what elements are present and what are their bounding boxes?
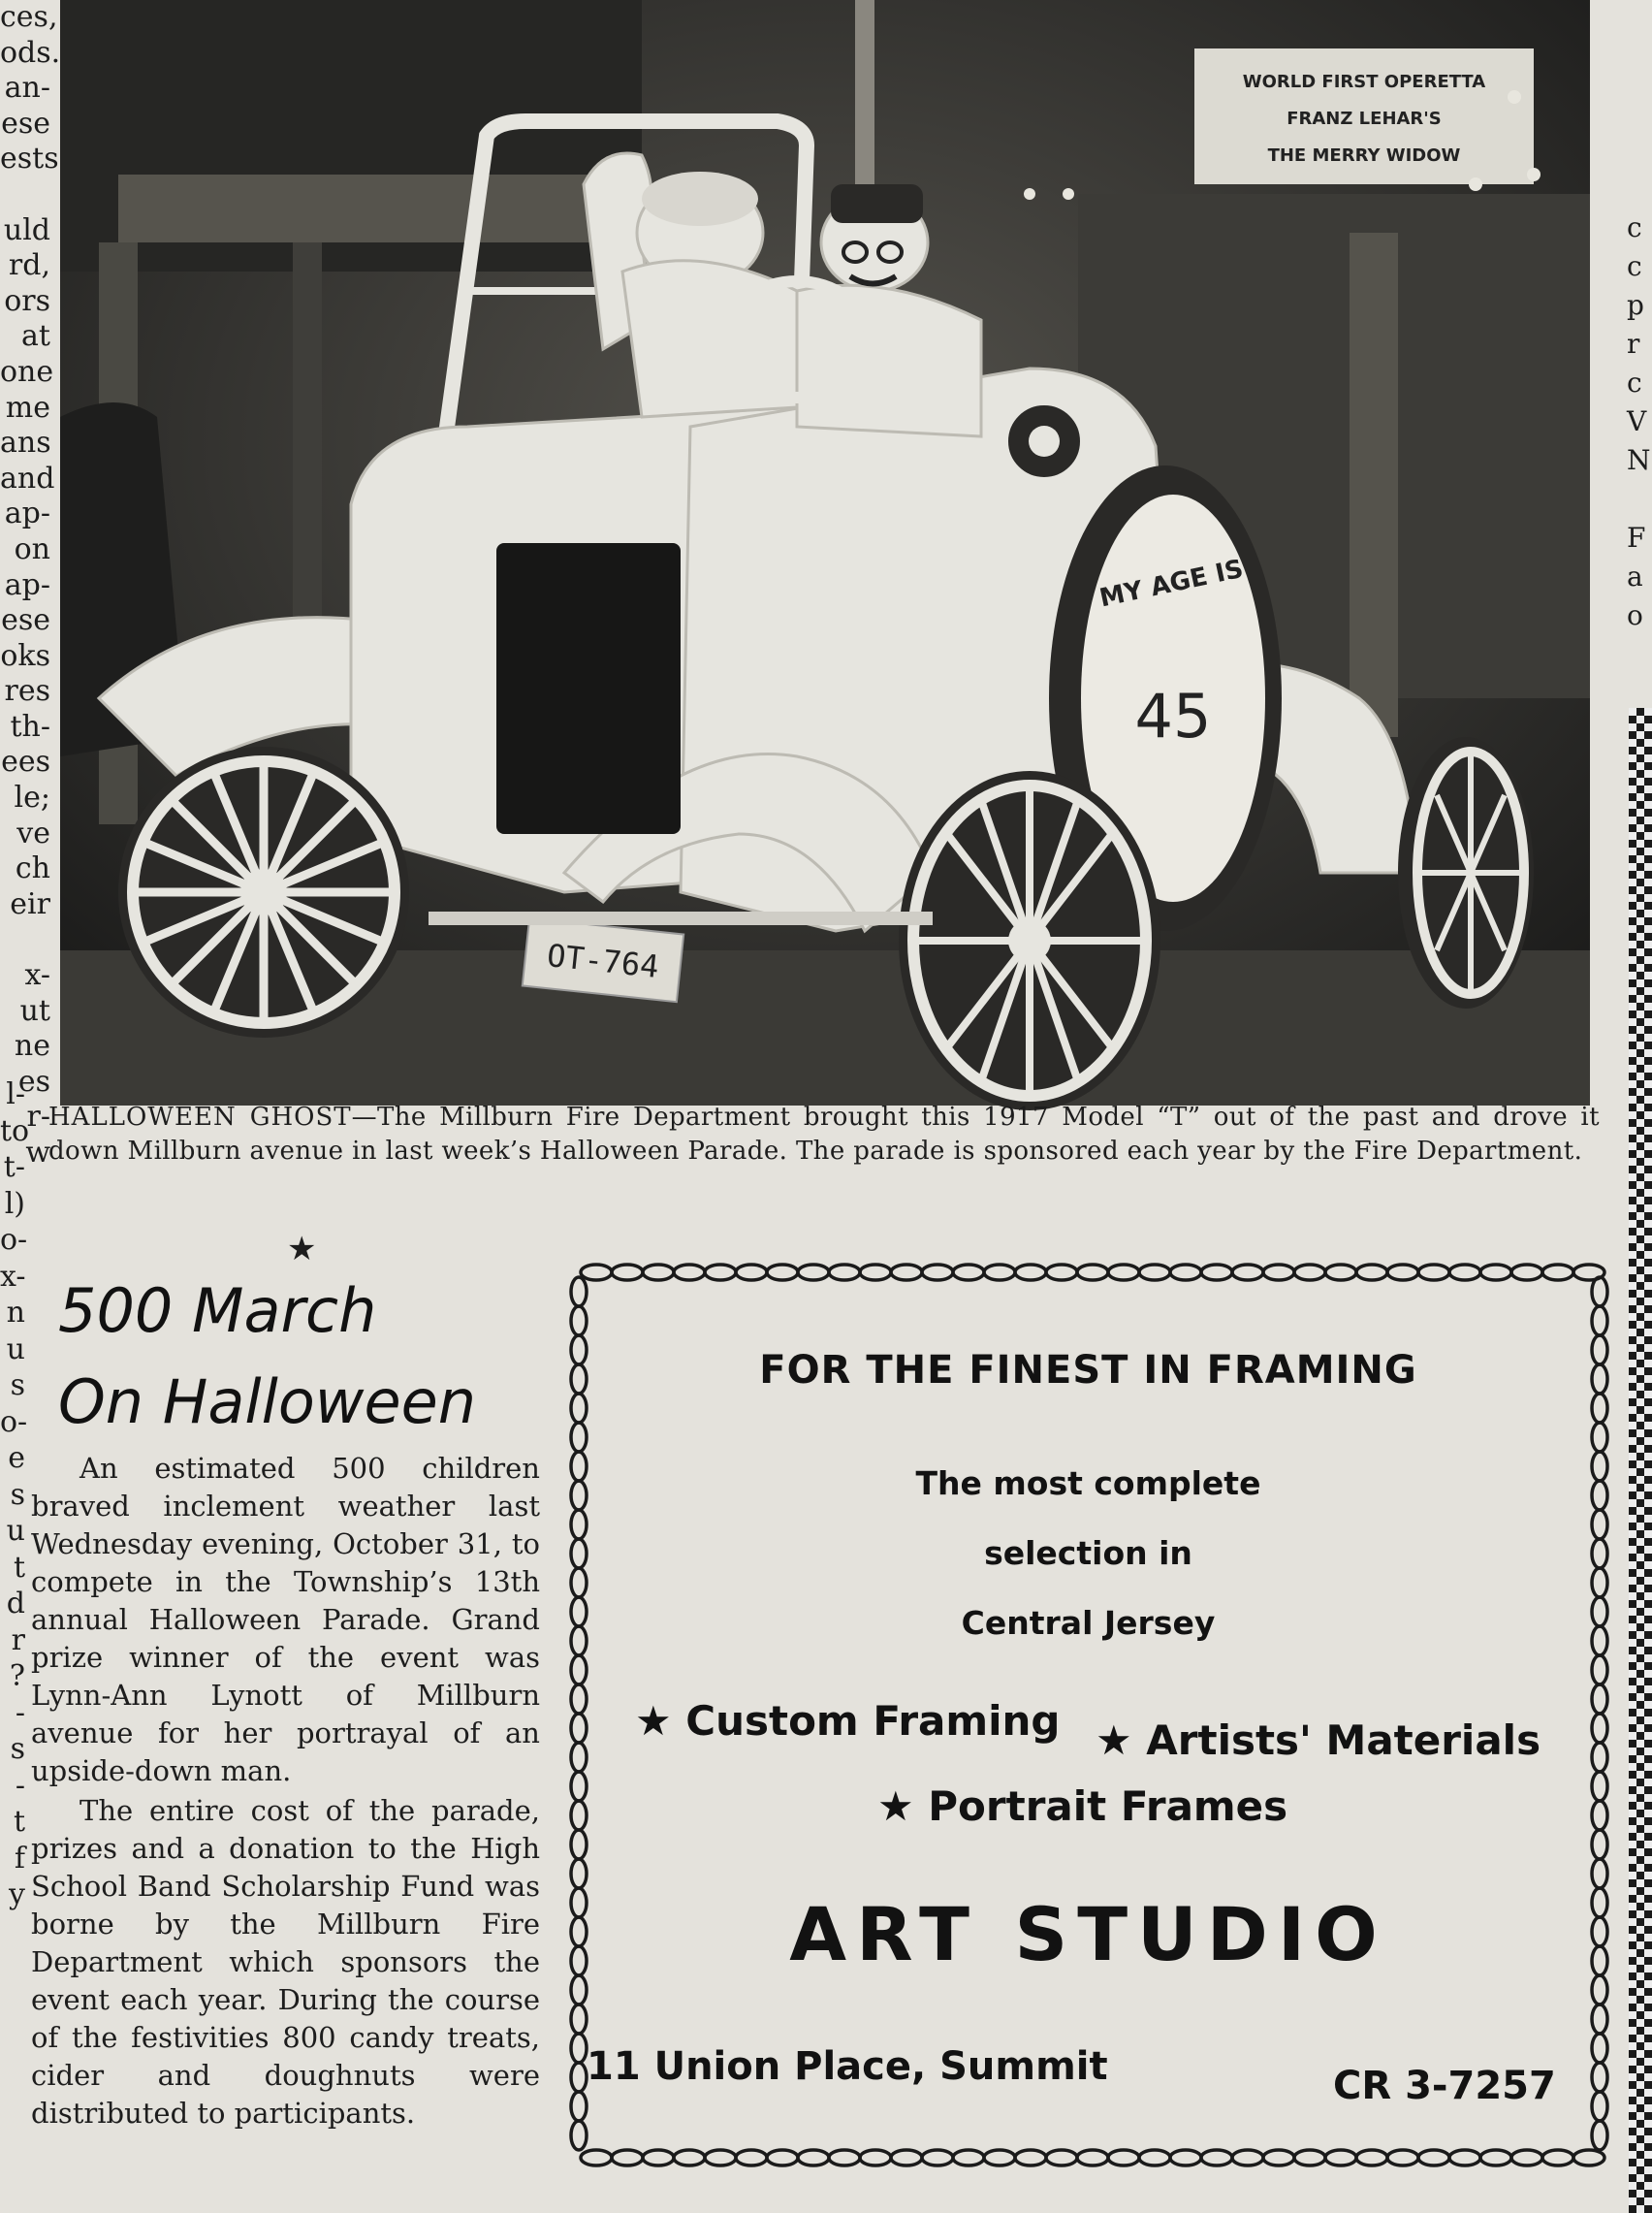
left-column-line: on [14, 531, 50, 566]
left-column-line: r- [26, 1100, 50, 1135]
photo-caption [48, 1101, 1600, 1169]
left-column-line: th- [10, 709, 50, 744]
left-column-line: u [6, 1331, 25, 1366]
separator-star-icon: ★ [287, 1230, 317, 1268]
left-column-line: uld [3, 212, 50, 247]
article-body [31, 1450, 540, 2133]
left-column-line: d [6, 1587, 25, 1620]
checkered-border [1629, 708, 1652, 2213]
sign-line-1: WORLD FIRST OPERETTA [1242, 72, 1486, 92]
ad-address: 11 Union Place, Summit [587, 2044, 1108, 2089]
left-column-line: ap- [4, 497, 50, 531]
right-column-line: r [1627, 328, 1640, 360]
ad-phone: CR 3-7257 [1333, 2064, 1556, 2108]
left-column-line: u [6, 1514, 25, 1548]
right-column-line: c [1627, 367, 1642, 399]
left-column-line: e [8, 1441, 25, 1475]
tire-sign-number: 45 [1134, 681, 1212, 752]
ad-feature-artists-materials: ★ Artists' Materials [1096, 1716, 1541, 1764]
ad-subline-3: Central Jersey [961, 1604, 1216, 1642]
right-column-line: c [1627, 211, 1642, 243]
left-column-line: s [10, 1368, 25, 1402]
left-column-line: t [13, 1805, 25, 1839]
left-column-line: s [10, 1732, 25, 1766]
left-column-line: ve [16, 816, 50, 850]
left-column-line: x- [24, 958, 50, 993]
left-column-line: and [0, 461, 55, 496]
right-column-line: F [1627, 522, 1646, 554]
left-column-line: ests [0, 142, 59, 176]
ad-subline-1: The most complete [915, 1464, 1261, 1502]
front-wheel-right [899, 771, 1160, 1110]
tire-sign-text: MY AGE IS [1096, 554, 1247, 614]
article-paragraph-2: The entire cost of the parade, prizes and a donation to the High School Band Scholarship Fund was borne by the Millburn Fire Department which sponsors the event each year. During the course of the festivities 800 candy treats, cider and doughnuts were distributed to participants. [31, 1794, 540, 2130]
left-column-line: ces, [0, 0, 58, 34]
left-column-line: n [6, 1296, 25, 1330]
left-column-line: rd, [8, 248, 50, 283]
right-column-line: V [1627, 405, 1647, 437]
left-column-line: o- [0, 1223, 28, 1257]
headline-line-1: 500 March [58, 1275, 377, 1346]
left-column-line: ese [1, 106, 50, 141]
left-column-line: r [11, 1622, 25, 1657]
ad-subline-2: selection in [984, 1534, 1192, 1572]
right-column-line: a [1627, 561, 1643, 593]
ad-headline: FOR THE FINEST IN FRAMING [759, 1348, 1417, 1393]
rear-wheel [1398, 737, 1534, 1009]
left-column-line: eir [10, 886, 50, 921]
left-column-line: ut [19, 993, 50, 1028]
right-column-line: c [1627, 250, 1642, 282]
left-column-line: f [14, 1841, 25, 1876]
left-column-line: ods. [0, 35, 61, 70]
left-column-line: ese [1, 603, 50, 638]
left-column-line [0, 922, 56, 958]
sign-line-2: FRANZ LEHAR'S [1287, 109, 1442, 129]
caption-lead: HALLOWEEN GHOST [48, 1103, 352, 1132]
left-column-line: o- [0, 1404, 28, 1439]
left-column-line: ch [15, 851, 50, 886]
left-column-line: to [0, 1113, 30, 1148]
left-column-line: - [15, 1695, 25, 1730]
left-column-line: one [0, 354, 54, 389]
article-paragraph-1: An estimated 500 children braved inclement weather last Wednesday evening, October 31, to compete in the Township’s 13th annual Halloween Parade. Grand prize winner of the event was Lynn-Ann Lynott of Millburn avenue for her portrayal of an upside-down man. [31, 1452, 540, 1787]
left-column-line: y [9, 1877, 25, 1911]
headline-line-2: On Halloween [58, 1366, 477, 1437]
left-column-line: an- [4, 71, 50, 106]
left-column-line: ap- [4, 567, 50, 602]
left-column-line: - [15, 1768, 25, 1803]
right-column-line: o [1627, 599, 1643, 631]
left-column-line: t [13, 1550, 25, 1585]
left-column-fragment-lower [0, 1076, 30, 2213]
art-studio-advertisement [557, 1251, 1619, 2182]
left-column-fragment [0, 0, 61, 1170]
left-column-line [0, 177, 56, 213]
left-column-line: le; [14, 781, 50, 816]
left-column-line: x- [0, 1259, 26, 1294]
right-column-line [1627, 480, 1652, 519]
left-column-line: res [4, 674, 50, 709]
left-column-line: es [17, 1064, 50, 1099]
marquee-sign [1194, 48, 1534, 184]
left-column-line: l) [4, 1186, 25, 1221]
front-wheel-left [118, 747, 409, 1038]
ad-business-name: ART STUDIO [789, 1891, 1387, 1977]
ad-feature-custom-framing: ★ Custom Framing [635, 1697, 1061, 1745]
right-column-line: N [1627, 444, 1651, 476]
left-column-line: s [10, 1477, 25, 1512]
right-column-fragment [1627, 208, 1652, 655]
caption-text: —The Millburn Fire Department brought this 1917 Model “T” out of the past and drove it down Millburn avenue in last week’s Halloween Parade. The parade is sponsored each year by the Fire Department. [48, 1103, 1600, 1166]
left-column-line: ne [14, 1029, 50, 1064]
left-column-line: me [5, 390, 50, 425]
left-column-line: at [21, 319, 50, 354]
left-column-line: ees [1, 745, 50, 780]
left-column-line: l- [6, 1077, 25, 1111]
ad-feature-portrait-frames: ★ Portrait Frames [877, 1782, 1288, 1830]
left-column-line: ? [9, 1659, 25, 1693]
license-plate-text: OT-764 [545, 937, 661, 985]
left-column-line: w [25, 1136, 50, 1170]
right-column-line: p [1627, 289, 1644, 321]
left-column-line: ors [4, 283, 50, 318]
article-headline [58, 1266, 562, 1448]
left-column-line: ans [0, 426, 51, 461]
halloween-car-photo [60, 0, 1590, 1106]
sign-line-3: THE MERRY WIDOW [1267, 145, 1461, 166]
left-column-line: t- [3, 1150, 25, 1184]
left-column-line: oks [0, 638, 50, 673]
